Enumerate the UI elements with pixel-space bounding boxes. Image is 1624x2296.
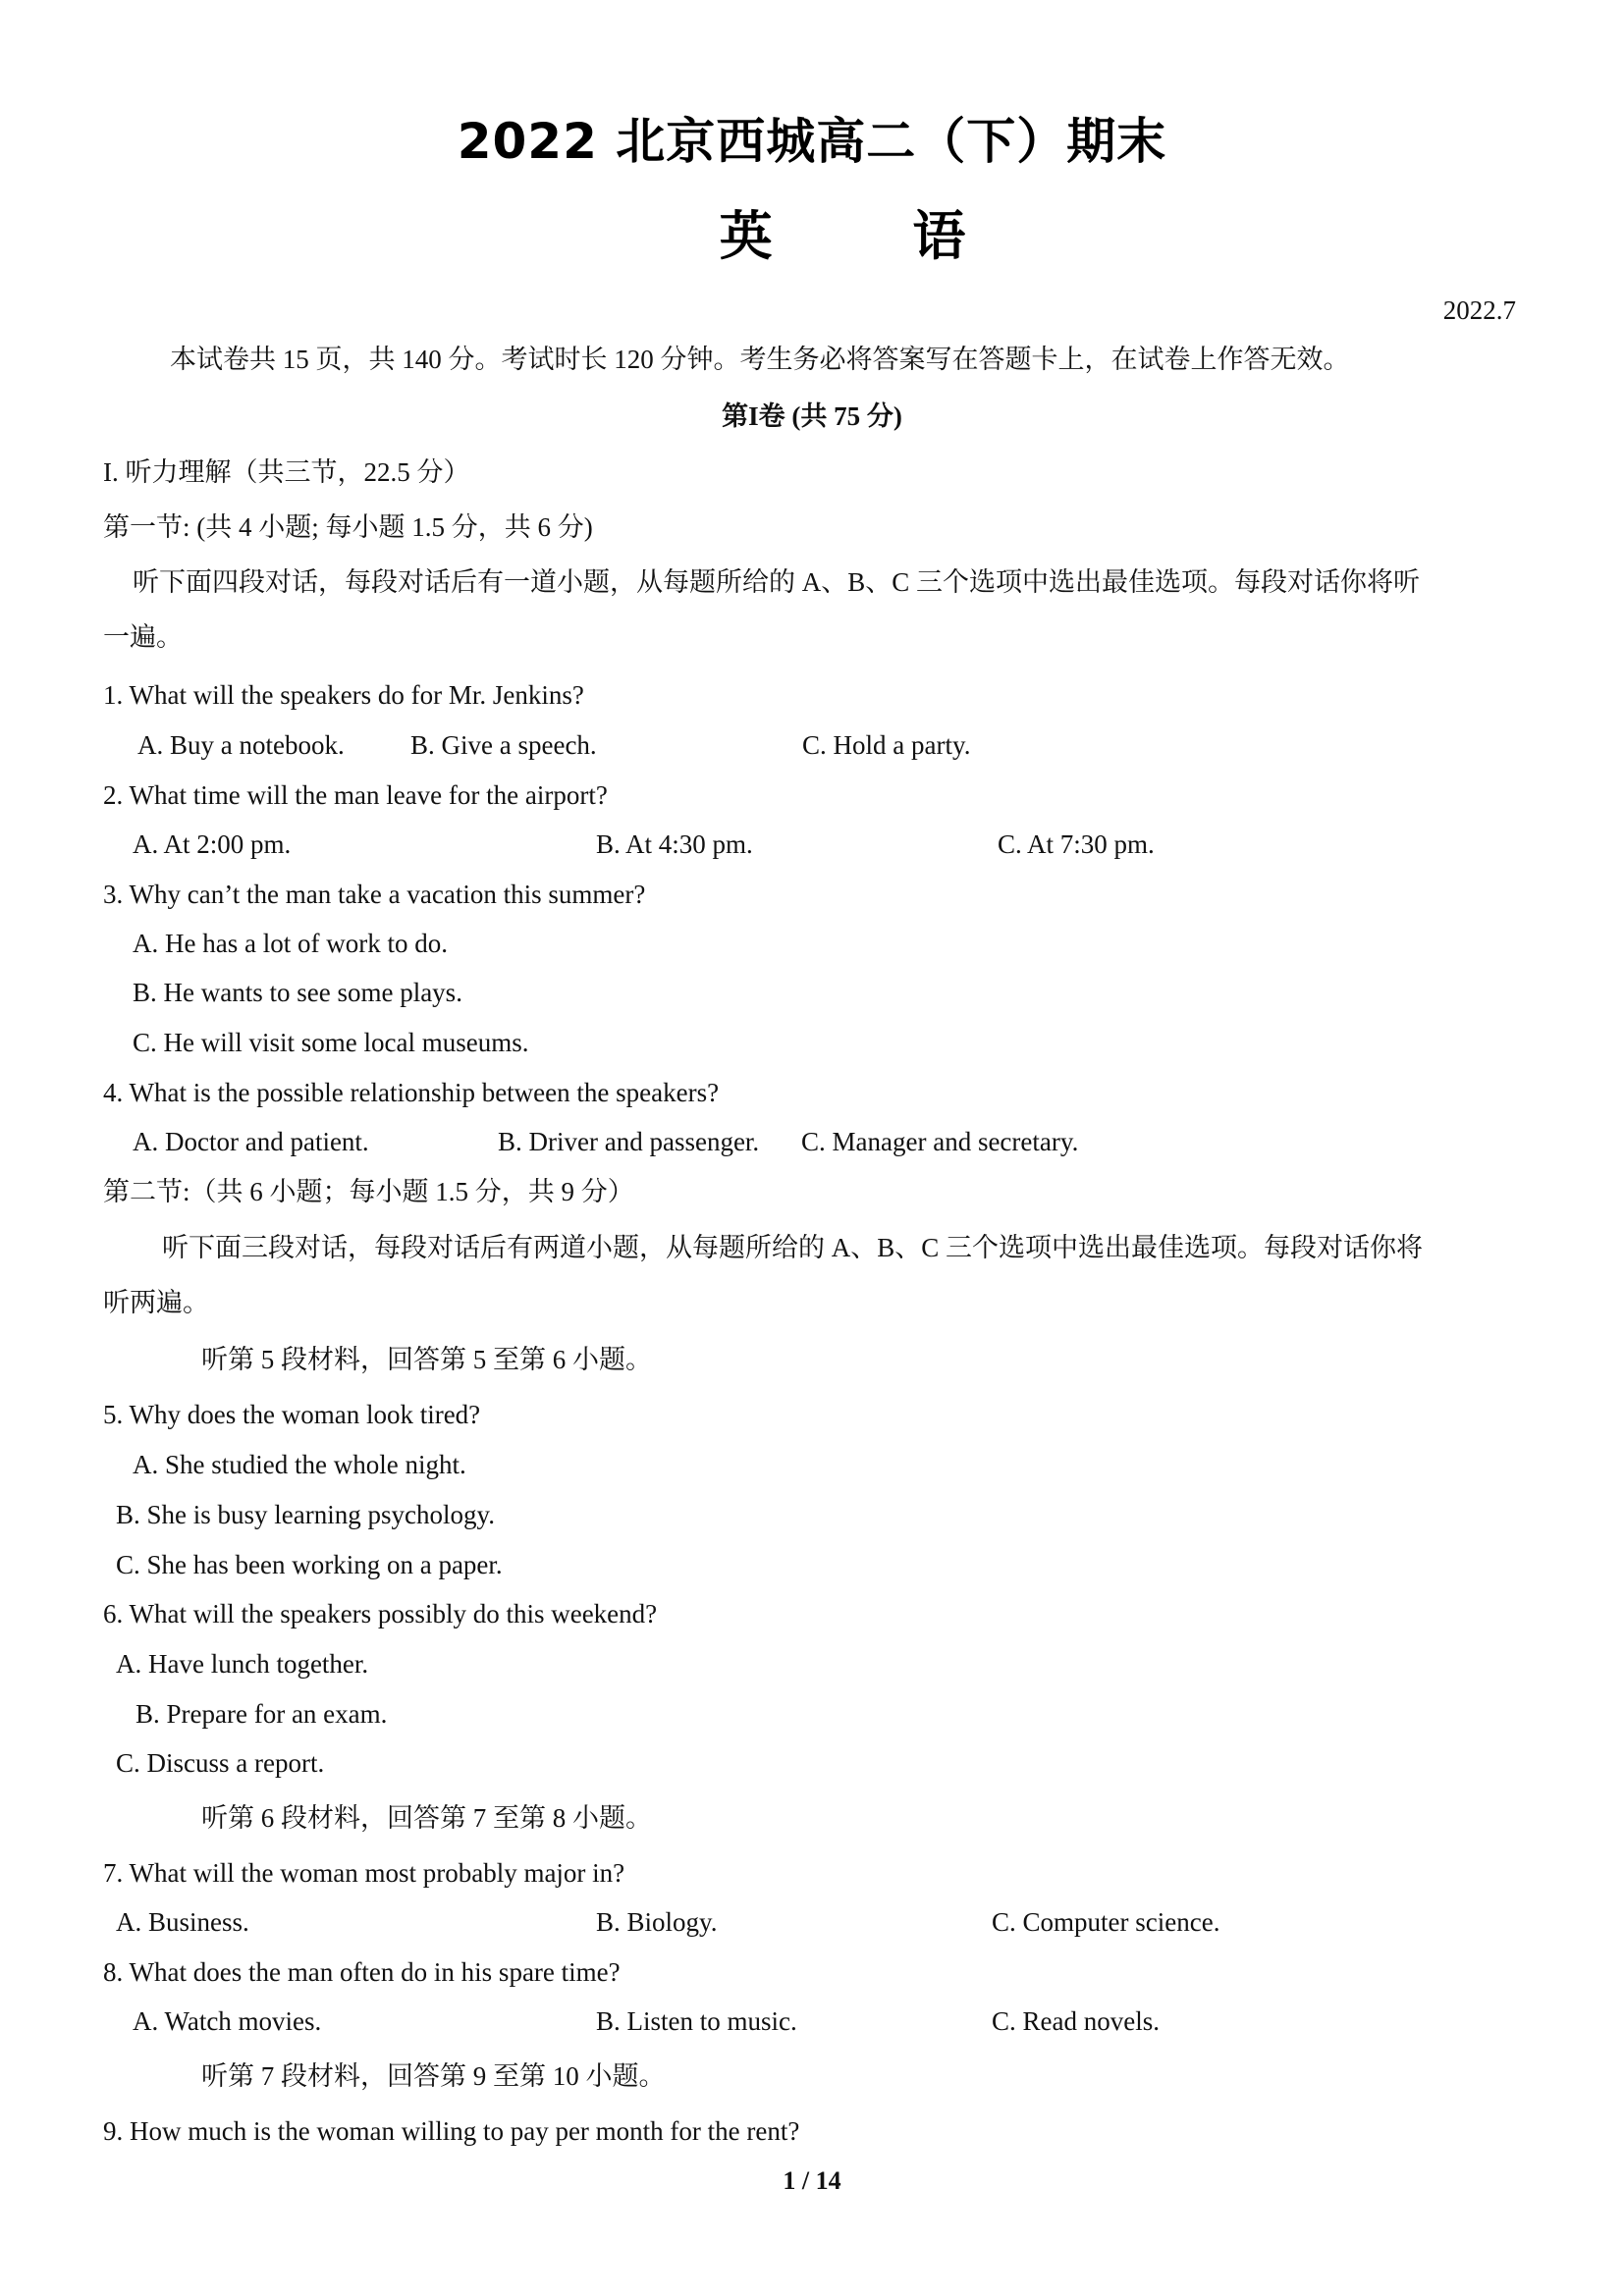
- option-c: C. He will visit some local museums.: [133, 1028, 529, 1057]
- option-b: B. Listen to music.: [596, 2006, 797, 2036]
- part1-heading: 第一节: (共 4 小题; 每小题 1.5 分，共 6 分): [103, 512, 593, 542]
- option-b: B. She is busy learning psychology.: [116, 1500, 495, 1529]
- question-stem: 7. What will the woman most probably major in?: [103, 1858, 625, 1888]
- question-stem: 1. What will the speakers do for Mr. Jenkins?: [103, 680, 584, 710]
- option-c: C. Discuss a report.: [116, 1748, 325, 1778]
- option-c: C. At 7:30 pm.: [998, 829, 1155, 859]
- page-title: 2022 北京西城高二（下）期末: [457, 113, 1167, 170]
- page-number: 1 / 14: [783, 2166, 841, 2195]
- material-instruction: 听第 5 段材料，回答第 5 至第 6 小题。: [201, 1345, 652, 1374]
- question-stem: 9. How much is the woman willing to pay per month for the rent?: [103, 2116, 800, 2146]
- question-stem: 5. Why does the woman look tired?: [103, 1400, 481, 1429]
- part2-directions-cont: 听两遍。: [103, 1288, 209, 1317]
- question-stem: 3. Why can’t the man take a vacation this summer?: [103, 880, 646, 909]
- question-stem: 4. What is the possible relationship between the speakers?: [103, 1078, 720, 1107]
- option-a: A. At 2:00 pm.: [133, 829, 292, 859]
- option-c: C. Computer science.: [992, 1907, 1220, 1937]
- option-b: B. Give a speech.: [410, 730, 597, 760]
- option-c: C. She has been working on a paper.: [116, 1550, 503, 1579]
- exam-date: 2022.7: [1442, 295, 1516, 325]
- option-b: B. Biology.: [596, 1907, 718, 1937]
- option-c: C. Read novels.: [992, 2006, 1160, 2036]
- option-b: B. Driver and passenger.: [498, 1127, 760, 1156]
- part2-heading: 第二节:（共 6 小题；每小题 1.5 分，共 9 分）: [103, 1177, 634, 1206]
- option-a: A. Buy a notebook.: [137, 730, 345, 760]
- part1-directions-cont: 一遍。: [103, 622, 183, 652]
- material-instruction: 听第 7 段材料，回答第 9 至第 10 小题。: [201, 2061, 666, 2091]
- option-a: A. Business.: [116, 1907, 249, 1937]
- option-a: A. She studied the whole night.: [133, 1450, 466, 1479]
- part2-directions: 听下面三段对话，每段对话后有两道小题，从每题所给的 A、B、C 三个选项中选出最佳选项。每段对话你将: [162, 1233, 1424, 1262]
- option-b: B. He wants to see some plays.: [133, 978, 462, 1007]
- part1-directions: 听下面四段对话，每段对话后有一道小题，从每题所给的 A、B、C 三个选项中选出最佳选项。每段对话你将听: [133, 567, 1421, 597]
- question-stem: 2. What time will the man leave for the airport?: [103, 780, 608, 810]
- instructions: 本试卷共 15 页，共 140 分。考试时长 120 分钟。考生务必将答案写在答题卡上，在试卷上作答无效。: [170, 345, 1350, 374]
- option-c: C. Hold a party.: [802, 730, 971, 760]
- option-b: B. Prepare for an exam.: [135, 1699, 388, 1729]
- subject-title: 英 语: [719, 205, 1027, 267]
- option-c: C. Manager and secretary.: [801, 1127, 1079, 1156]
- material-instruction: 听第 6 段材料，回答第 7 至第 8 小题。: [201, 1803, 652, 1833]
- option-a: A. Doctor and patient.: [133, 1127, 369, 1156]
- option-a: A. He has a lot of work to do.: [133, 929, 448, 958]
- option-a: A. Have lunch together.: [116, 1649, 369, 1679]
- part-title: 第I卷 (共 75 分): [722, 401, 902, 431]
- question-stem: 6. What will the speakers possibly do this weekend?: [103, 1599, 658, 1629]
- option-a: A. Watch movies.: [133, 2006, 322, 2036]
- question-stem: 8. What does the man often do in his spare time?: [103, 1957, 621, 1987]
- section-heading: I. 听力理解（共三节，22.5 分）: [103, 457, 470, 487]
- option-b: B. At 4:30 pm.: [596, 829, 753, 859]
